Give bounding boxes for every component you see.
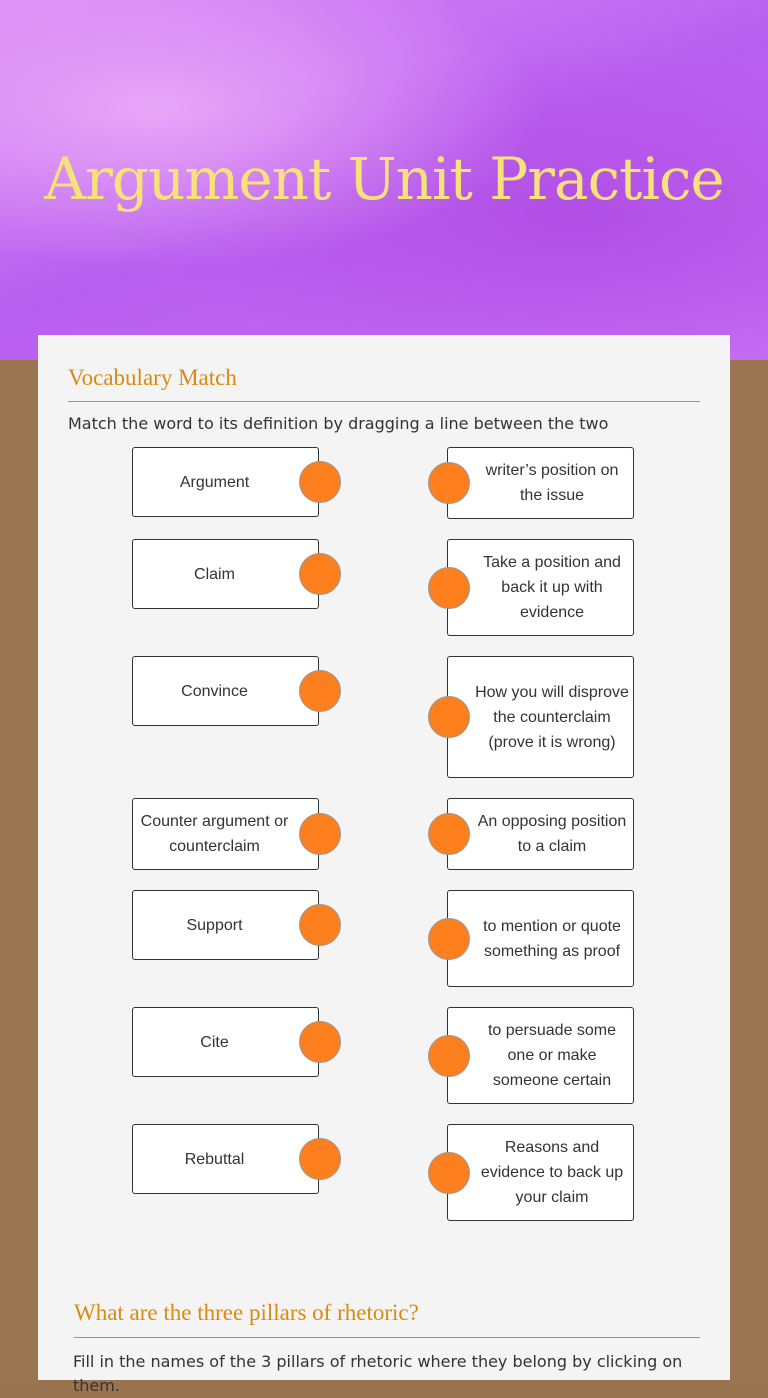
definition-connector-dot[interactable]	[428, 567, 470, 609]
definition-connector-dot[interactable]	[428, 813, 470, 855]
term-label: Argument	[179, 473, 250, 491]
header-banner	[0, 0, 768, 360]
definition-label: How you will disprove the counterclaim (prove it is wrong)	[475, 683, 629, 751]
term-label: Claim	[194, 565, 235, 583]
definition-label: to persuade some one or make someone certain	[487, 1022, 617, 1089]
divider	[74, 1337, 700, 1338]
pillars-heading: What are the three pillars of rhetoric?	[74, 1300, 419, 1325]
term-label: Counter argument or counterclaim	[140, 813, 289, 855]
term-connector-dot[interactable]	[299, 904, 341, 946]
term-box[interactable]	[132, 1007, 319, 1077]
term-box[interactable]	[132, 656, 319, 726]
pillars-instructions: Fill in the names of the 3 pillars of rhetoric where they belong by clicking on them.	[73, 1352, 683, 1395]
worksheet-card	[38, 335, 730, 1395]
definition-label: Take a position and back it up with evidence	[483, 554, 621, 621]
term-connector-dot[interactable]	[299, 670, 341, 712]
definition-connector-dot[interactable]	[428, 462, 470, 504]
definition-box[interactable]	[447, 798, 634, 870]
divider	[68, 401, 700, 402]
term-connector-dot[interactable]	[299, 1021, 341, 1063]
definition-box[interactable]	[447, 1124, 634, 1221]
definition-label: An opposing position to a claim	[477, 813, 627, 855]
term-connector-dot[interactable]	[299, 553, 341, 595]
definition-label: Reasons and evidence to back up your claim	[480, 1139, 624, 1206]
term-box[interactable]	[132, 1124, 319, 1194]
term-box[interactable]	[132, 539, 319, 609]
term-label: Support	[186, 916, 243, 934]
definition-connector-dot[interactable]	[428, 918, 470, 960]
term-label: Convince	[181, 682, 248, 700]
page-title: Argument Unit Practice	[44, 145, 724, 213]
term-label: Cite	[200, 1033, 229, 1051]
term-box[interactable]	[132, 890, 319, 960]
definition-connector-dot[interactable]	[428, 696, 470, 738]
definition-label: writer’s position on the issue	[485, 462, 619, 504]
term-connector-dot[interactable]	[299, 1138, 341, 1180]
definition-box[interactable]	[447, 447, 634, 519]
term-connector-dot[interactable]	[299, 813, 341, 855]
definition-label: to mention or quote something as proof	[483, 917, 621, 960]
term-box[interactable]	[132, 447, 319, 517]
term-box[interactable]	[132, 798, 319, 870]
vocab-heading: Vocabulary Match	[68, 365, 237, 390]
definition-box[interactable]	[447, 539, 634, 636]
term-connector-dot[interactable]	[299, 461, 341, 503]
definition-connector-dot[interactable]	[428, 1035, 470, 1077]
definition-box[interactable]	[447, 1007, 634, 1104]
definition-connector-dot[interactable]	[428, 1152, 470, 1194]
definition-box[interactable]	[447, 656, 634, 778]
definition-box[interactable]	[447, 890, 634, 987]
term-label: Rebuttal	[184, 1150, 245, 1168]
vocab-instructions: Match the word to its definition by dragging a line between the two	[68, 414, 609, 433]
